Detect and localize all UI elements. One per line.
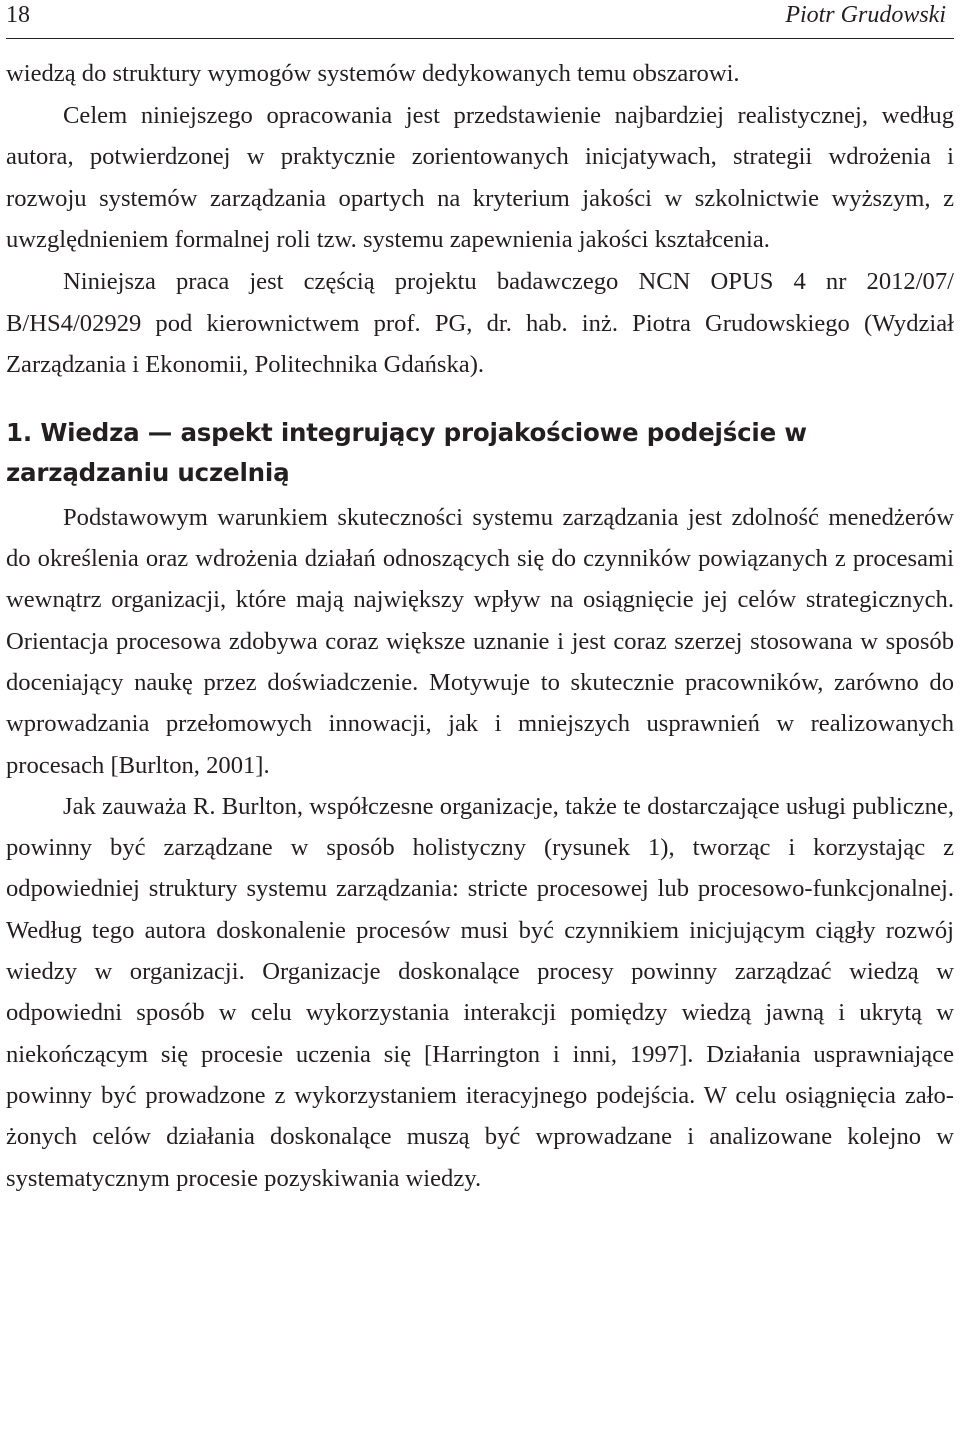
- section-number: 1.: [6, 417, 32, 447]
- intro-text: [6, 53, 954, 386]
- paragraph: wiedzą do struktury wymogów systemów dedykowanych temu obszarowi.: [6, 60, 740, 87]
- page-number: 18: [6, 2, 30, 28]
- paragraph: Podstawowym warunkiem skuteczności systemu zarządzania jest zdolność menedżerów do określenia oraz wdrożenia działań odnoszących się do czynników powiązanych z procesami wewnątrz organizacji, które mają największy wpływ na osiągnięcie jej celów strategicznych. Orientacja procesowa zdobywa coraz większe uznanie i jest coraz szerzej stosowana w sposób doceniający naukę przez doświadczenie. Motywuje to skutecznie pracowników, zarówno do wprowadzania przełomowych innowacji, jak i mniejszych usprawnień w realizowanych procesach [Burlton, 2001].: [6, 503, 954, 779]
- paragraph: Niniejsza praca jest częścią projektu badawczego NCN OPUS 4 nr 2012/07/ B/HS4/02929 pod kierownictwem prof. PG, dr. hab. inż. Piotra Grudowskiego (Wydział Zarządzania i Ekonomii, Politechnika Gdańska).: [6, 267, 954, 379]
- document-page: [6, 0, 954, 1199]
- page-header: [6, 0, 954, 39]
- paragraph: Celem niniejszego opracowania jest przedstawienie najbardziej realistycznej, według autora, potwierdzonej w praktycznie zorientowanych inicjatywach, strategii wdrożenia i rozwoju systemów zarządzania opartych na kryterium jakości w szkolnictwie wyższym, z uwzględnieniem formalnej roli tzw. systemu zapewnienia jakości kształcenia.: [6, 101, 954, 254]
- section-heading: [6, 413, 954, 493]
- running-head-author: Piotr Grudowski: [785, 2, 946, 28]
- section-title: Wiedza — aspekt integrujący projakościowe podejście w zarządzaniu uczelnią: [6, 417, 807, 487]
- section-text: [6, 497, 954, 1199]
- paragraph: Jak zauważa R. Burlton, współczesne organizacje, także te dostarczające usługi publiczne, powinny być zarządzane w sposób holistyczny (rysunek 1), tworząc i korzystając z odpowiedniej struktury systemu zarządzania: stricte procesowej lub procesowo-funkcjonalnej. Według tego autora doskonalenie procesów musi być czynnikiem inicjującym ciągły rozwój wiedzy w organizacji. Organizacje doskonalące procesy powinny zarządzać wiedzą w odpowiedni sposób w celu wykorzystania interakcji pomiędzy wiedzą jawną i ukrytą w niekończącym się procesie uczenia się [Harrington i inni, 1997]. Działania usprawniające powinny być prowadzone z wykorzystaniem iteracyjnego podejścia. W celu osiągnięcia założonych celów działania doskonalące muszą być wprowadzane i analizowane kolejno w systematycznym procesie pozyskiwania wiedzy.: [6, 792, 954, 1192]
